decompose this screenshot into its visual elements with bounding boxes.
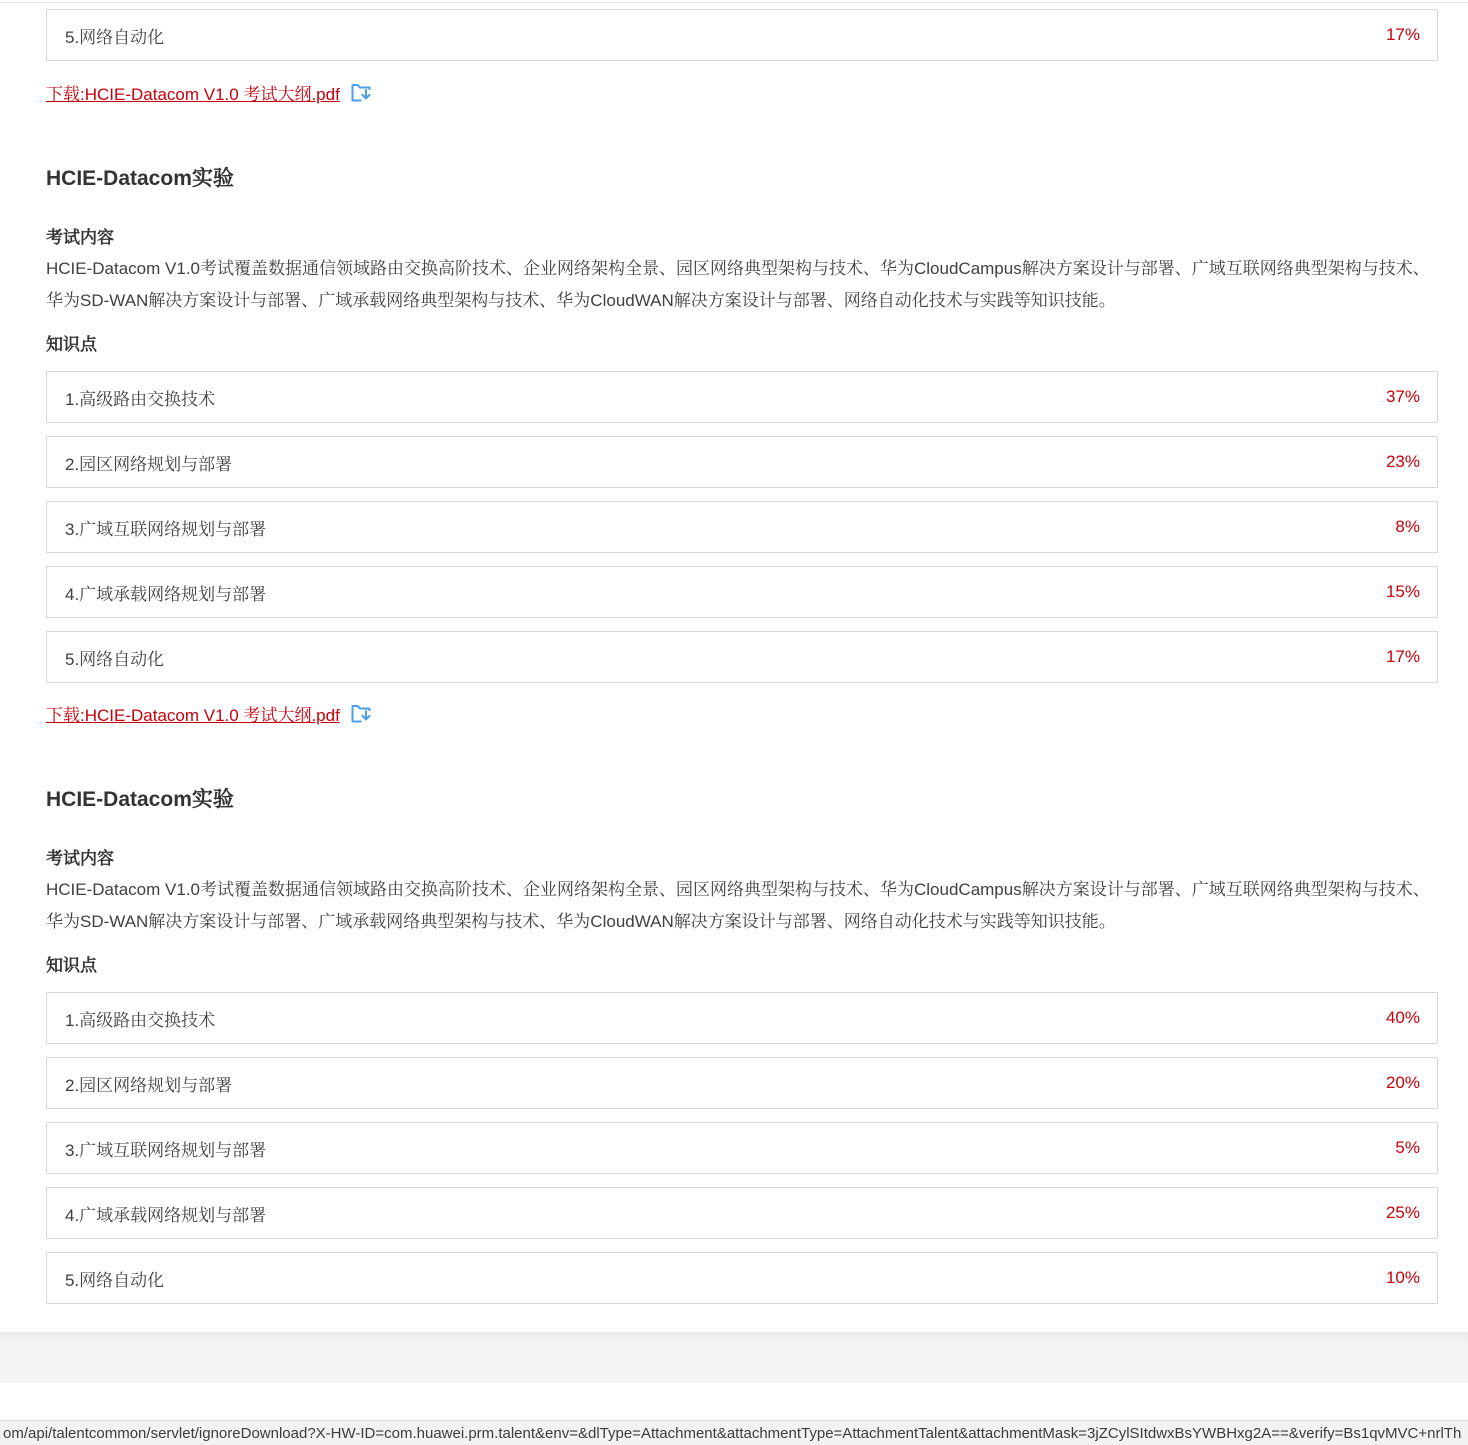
- knowledge-point-row: [46, 1187, 1438, 1239]
- weight-percent: 23%: [1385, 452, 1420, 471]
- knowledge-point-label: 5.网络自动化: [65, 649, 165, 669]
- knowledge-point-label: 3.广域互联网络规划与部署: [65, 519, 267, 539]
- weight-percent: 10%: [1385, 1268, 1420, 1287]
- knowledge-point-label: 5.网络自动化: [65, 1270, 165, 1290]
- knowledge-point-row: [46, 371, 1438, 423]
- knowledge-point-row: [46, 436, 1438, 488]
- knowledge-points-label: 知识点: [46, 335, 97, 354]
- download-row: [46, 80, 1438, 105]
- exam-content-label: 考试内容: [46, 849, 114, 868]
- download-icon[interactable]: [350, 703, 372, 724]
- section-heading: HCIE-Datacom实验: [46, 788, 234, 811]
- knowledge-point-row: [46, 1122, 1438, 1174]
- weight-percent: 25%: [1385, 1203, 1420, 1222]
- section-heading: HCIE-Datacom实验: [46, 167, 234, 190]
- knowledge-point-row: [46, 1252, 1438, 1304]
- knowledge-point-row: [46, 1057, 1438, 1109]
- download-row: [46, 701, 1438, 726]
- knowledge-point-label: 2.园区网络规划与部署: [65, 1075, 233, 1095]
- knowledge-point-label: 4.广域承载网络规划与部署: [65, 1205, 267, 1225]
- knowledge-point-label: 1.高级路由交换技术: [65, 1010, 216, 1030]
- section-hcie-datacom-lab: [46, 783, 1438, 1304]
- weight-percent: 20%: [1385, 1073, 1420, 1092]
- knowledge-point-row: [46, 631, 1438, 683]
- knowledge-point-label: 1.高级路由交换技术: [65, 389, 216, 409]
- weight-percent: 8%: [1395, 517, 1420, 536]
- knowledge-point-row: [46, 9, 1438, 61]
- weight-percent: 17%: [1385, 25, 1420, 44]
- weight-percent: 40%: [1385, 1008, 1420, 1027]
- exam-content-text: HCIE-Datacom V1.0考试覆盖数据通信领域路由交换高阶技术、企业网络架构全景、园区网络典型架构与技术、华为CloudCampus解决方案设计与部署、广域互联网络典型架构与技术、华为SD-WAN解决方案设计与部署、广域承载网络典型架构与技术、华为CloudWAN解决方案设计与部署、网络自动化技术与实践等知识技能。: [46, 259, 1430, 310]
- top-divider: [0, 2, 1468, 3]
- knowledge-points-label: 知识点: [46, 956, 97, 975]
- weight-percent: 5%: [1395, 1138, 1420, 1157]
- section-hcie-datacom-lab: [46, 162, 1438, 683]
- knowledge-point-row: [46, 992, 1438, 1044]
- download-syllabus-link[interactable]: 下载:HCIE-Datacom V1.0 考试大纲.pdf: [46, 706, 340, 725]
- exam-content-label: 考试内容: [46, 228, 114, 247]
- weight-percent: 37%: [1385, 387, 1420, 406]
- download-syllabus-link[interactable]: 下载:HCIE-Datacom V1.0 考试大纲.pdf: [46, 85, 340, 104]
- status-bar-url: om/api/talentcommon/servlet/ignoreDownload?X-HW-ID=com.huawei.prm.talent&env=&dlType=Attachment&attachmentType=AttachmentTalent&attachmentMask=3jZCylSItdwxBsYWBHxg2A==&verify=Bs1qvMVC+nrlTh: [3, 1424, 1462, 1442]
- knowledge-point-row: [46, 501, 1438, 553]
- knowledge-points-list: [46, 371, 1438, 683]
- knowledge-point-label: 3.广域互联网络规划与部署: [65, 1140, 267, 1160]
- weight-percent: 15%: [1385, 582, 1420, 601]
- footer-bar: [0, 1332, 1468, 1382]
- knowledge-point-row: [46, 566, 1438, 618]
- knowledge-point-label: 2.园区网络规划与部署: [65, 454, 233, 474]
- knowledge-point-label: 5.网络自动化: [65, 27, 165, 47]
- weight-percent: 17%: [1385, 647, 1420, 666]
- browser-status-bar: [0, 1420, 1468, 1445]
- download-icon[interactable]: [350, 82, 372, 103]
- knowledge-point-label: 4.广域承载网络规划与部署: [65, 584, 267, 604]
- exam-content-text: HCIE-Datacom V1.0考试覆盖数据通信领域路由交换高阶技术、企业网络架构全景、园区网络典型架构与技术、华为CloudCampus解决方案设计与部署、广域互联网络典型架构与技术、华为SD-WAN解决方案设计与部署、广域承载网络典型架构与技术、华为CloudWAN解决方案设计与部署、网络自动化技术与实践等知识技能。: [46, 880, 1430, 931]
- knowledge-points-list: [46, 992, 1438, 1304]
